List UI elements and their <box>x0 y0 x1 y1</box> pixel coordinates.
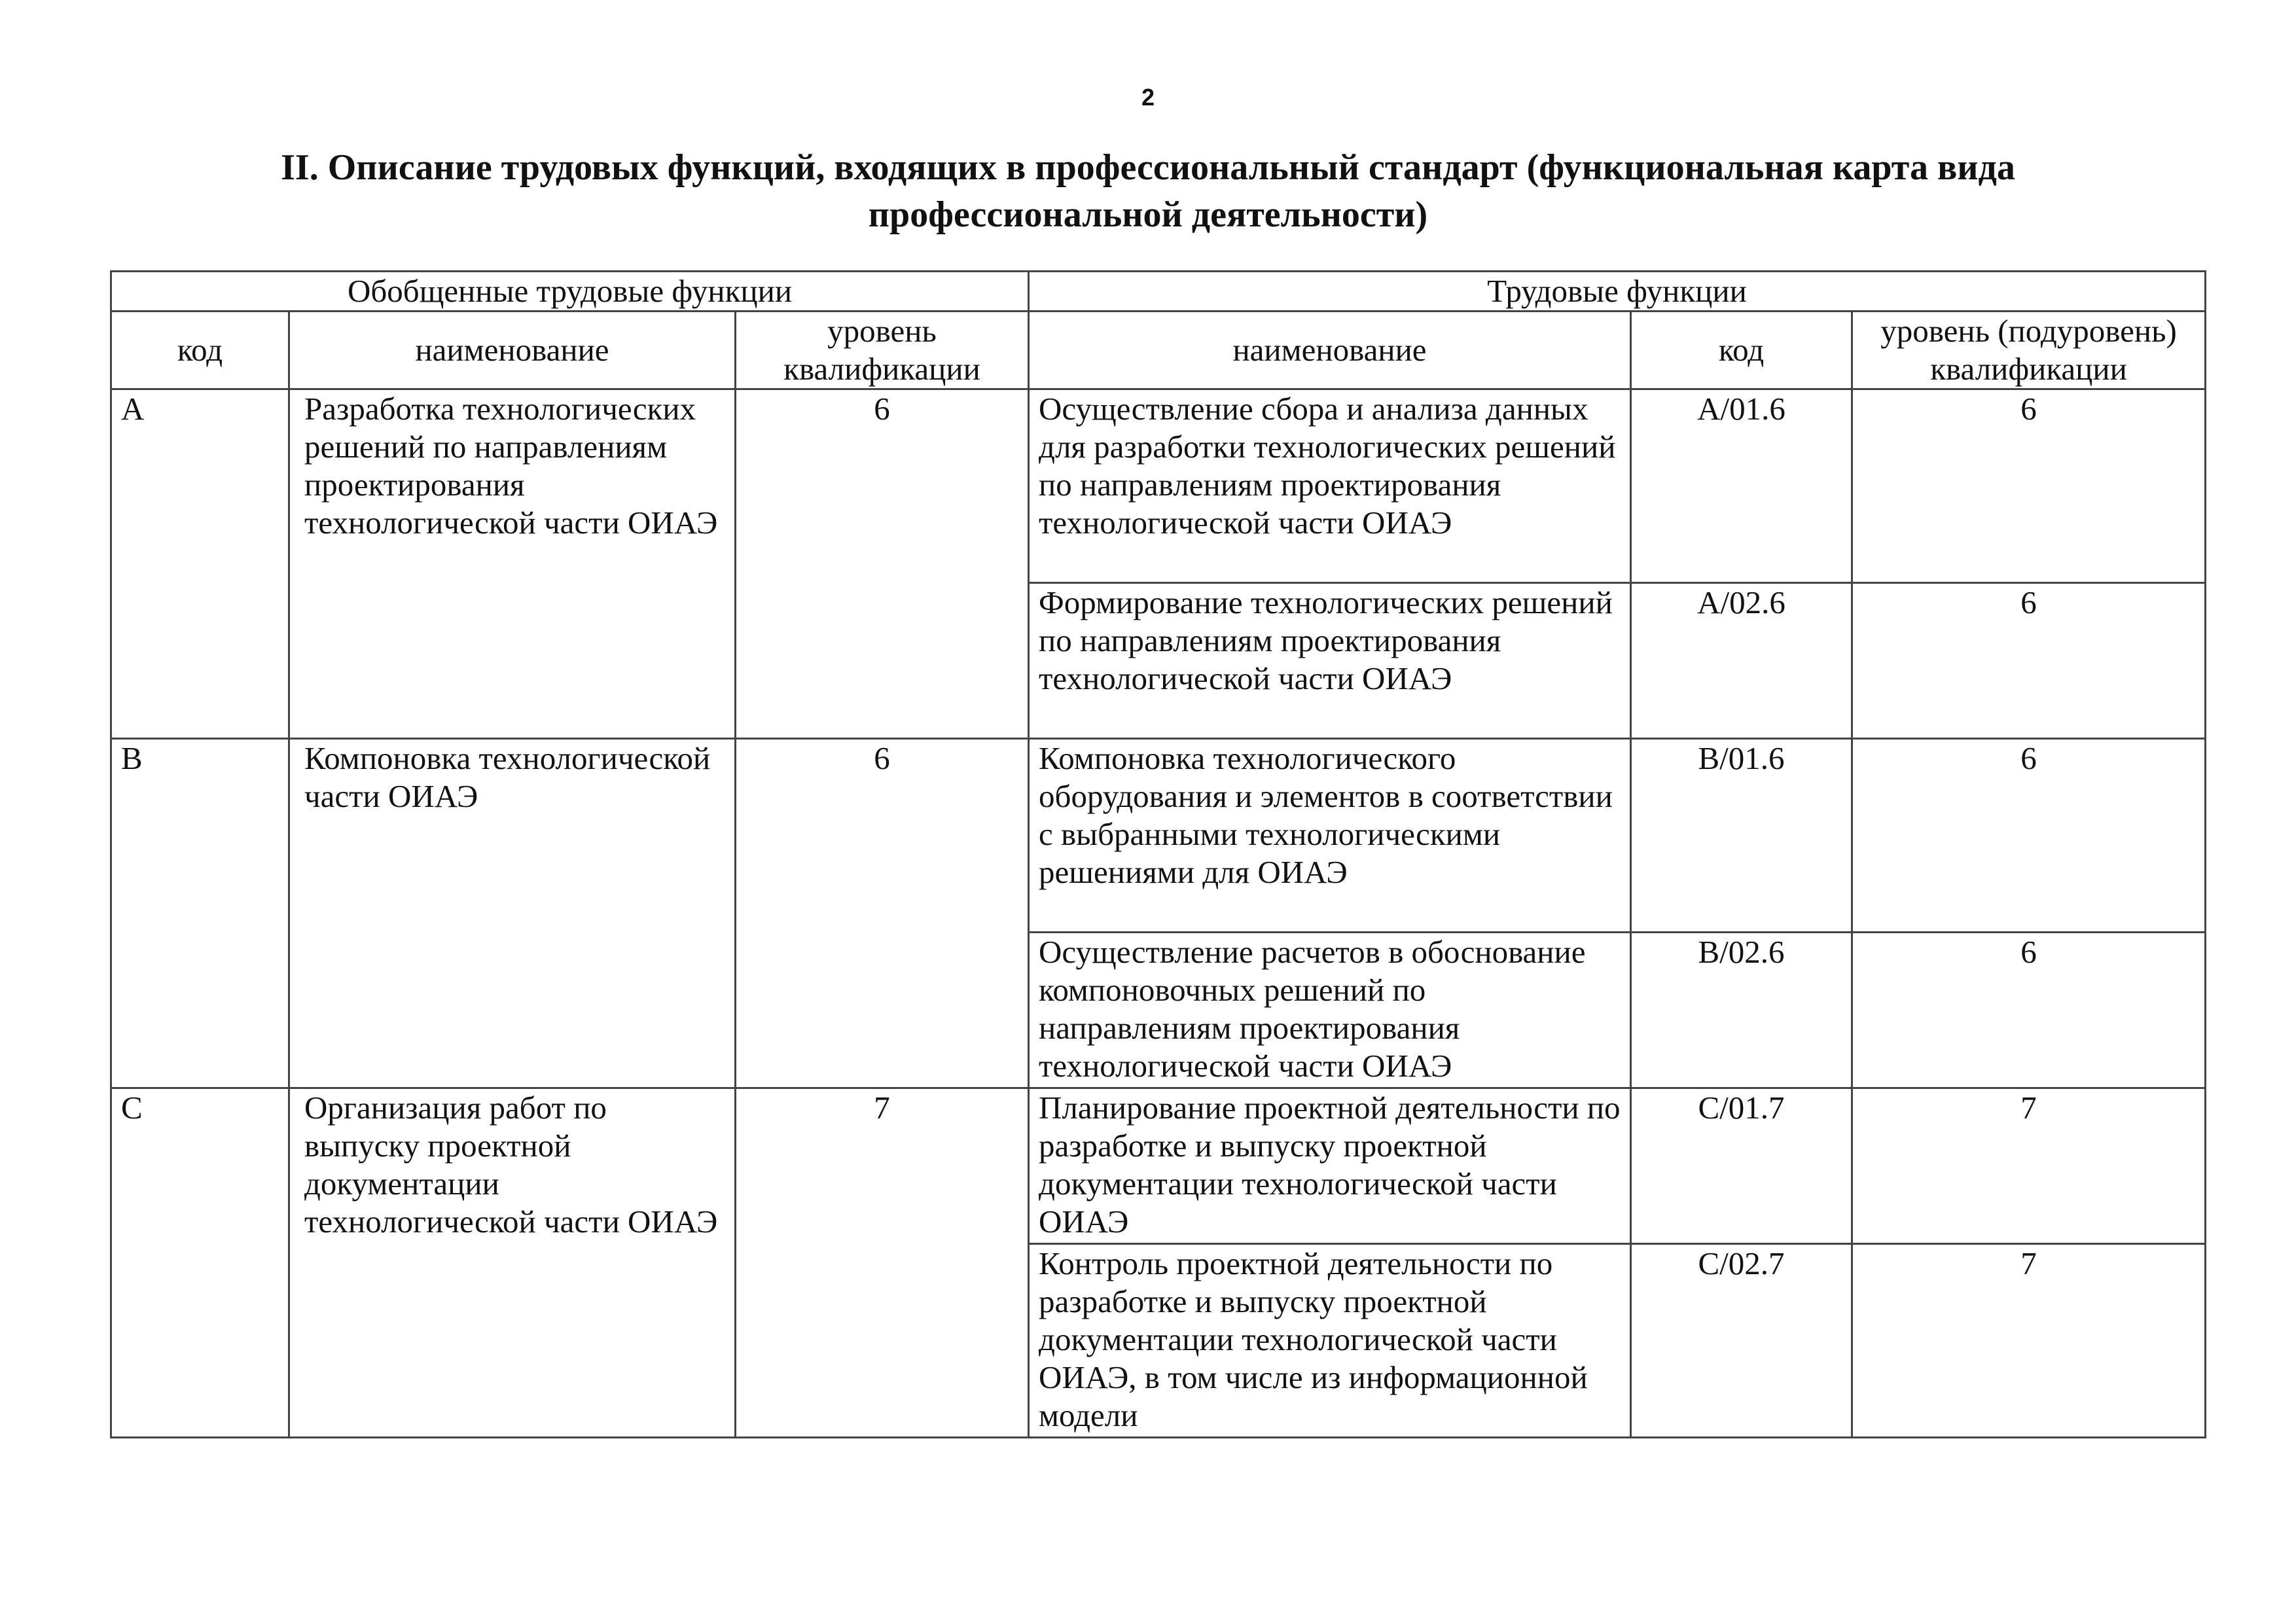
gen-level-cell: 7 <box>736 1088 1029 1438</box>
tf-name-cell: Компоновка технологического оборудования и элементов в соответствии с выбранными технологическими решениями для ОИАЭ <box>1029 739 1631 933</box>
col-header-gen-name: наименование <box>289 312 736 389</box>
labor-functions-header: Трудовые функции <box>1029 272 2206 312</box>
gen-name-cell: Организация работ по выпуску проектной документации технологической части ОИАЭ <box>289 1088 736 1438</box>
tf-name-cell: Осуществление расчетов в обоснование компоновочных решений по направлениям проектирования технологической части ОИАЭ <box>1029 933 1631 1088</box>
col-header-tf-code: код <box>1631 312 1852 389</box>
tf-level-cell: 6 <box>1852 583 2206 739</box>
tf-code-cell: B/02.6 <box>1631 933 1852 1088</box>
tf-name-cell: Осуществление сбора и анализа данных для разработки технологических решений по направлениям проектирования технологической части ОИАЭ <box>1029 389 1631 583</box>
col-header-gen-code: код <box>111 312 289 389</box>
table-row <box>111 389 2206 583</box>
table-row <box>111 739 2206 933</box>
gen-code-cell: B <box>111 739 289 1088</box>
tf-code-cell: A/01.6 <box>1631 389 1852 583</box>
tf-level-cell: 6 <box>1852 739 2206 933</box>
col-header-tf-level: уровень (подуровень) квалификации <box>1852 312 2206 389</box>
tf-level-cell: 7 <box>1852 1088 2206 1244</box>
gen-level-cell: 6 <box>736 389 1029 739</box>
generalized-functions-header: Обобщенные трудовые функции <box>111 272 1029 312</box>
table-row <box>111 1088 2206 1244</box>
tf-code-cell: A/02.6 <box>1631 583 1852 739</box>
tf-code-cell: C/02.7 <box>1631 1244 1852 1438</box>
col-header-tf-name: наименование <box>1029 312 1631 389</box>
tf-name-cell: Формирование технологических решений по направлениям проектирования технологической части ОИАЭ <box>1029 583 1631 739</box>
tf-name-cell: Контроль проектной деятельности по разработке и выпуску проектной документации технологической части ОИАЭ, в том числе из информационной модели <box>1029 1244 1631 1438</box>
tf-name-cell: Планирование проектной деятельности по разработке и выпуску проектной документации технологической части ОИАЭ <box>1029 1088 1631 1244</box>
tf-code-cell: B/01.6 <box>1631 739 1852 933</box>
tf-level-cell: 6 <box>1852 389 2206 583</box>
tf-level-cell: 7 <box>1852 1244 2206 1438</box>
functional-map-table <box>110 270 2206 1438</box>
document-title: II. Описание трудовых функций, входящих в профессиональный стандарт (функциональная карта вида профессиональной деятельности) <box>281 147 2015 235</box>
gen-level-cell: 6 <box>736 739 1029 1088</box>
gen-code-cell: C <box>111 1088 289 1438</box>
gen-name-cell: Разработка технологических решений по направлениям проектирования технологической части ОИАЭ <box>289 389 736 739</box>
col-header-gen-level: уровень квалификации <box>736 312 1029 389</box>
column-header-row <box>111 312 2206 389</box>
tf-code-cell: C/01.7 <box>1631 1088 1852 1244</box>
group-header-row <box>111 272 2206 312</box>
page-number: 2 <box>1141 84 1155 111</box>
tf-level-cell: 6 <box>1852 933 2206 1088</box>
gen-name-cell: Компоновка технологической части ОИАЭ <box>289 739 736 1088</box>
gen-code-cell: A <box>111 389 289 739</box>
